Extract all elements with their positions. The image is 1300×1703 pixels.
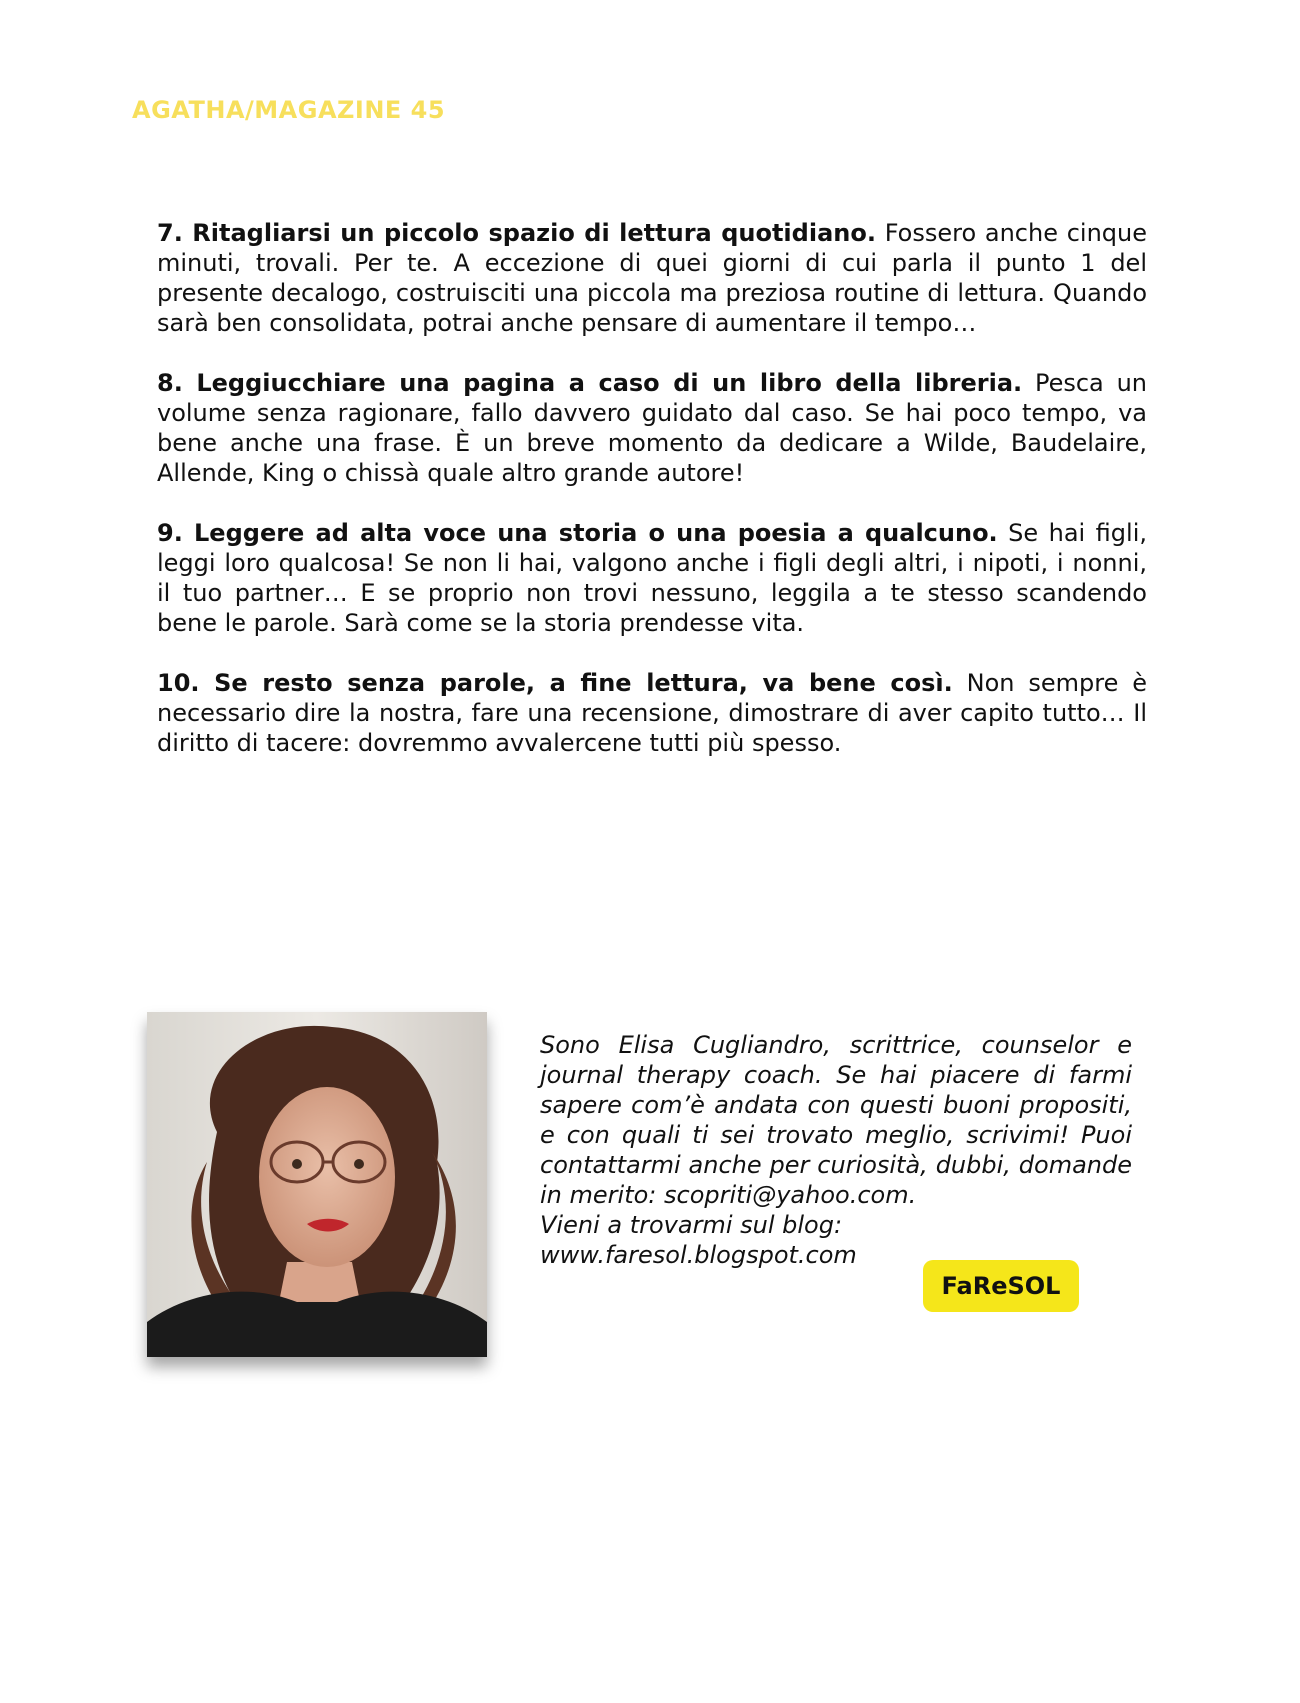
- list-item: [157, 668, 1147, 758]
- item-text: Se hai figli, leggi loro qualcosa! Se non li hai, valgono anche i figli degli altri, i nipoti, i nonni, il tuo partner… E se proprio non trovi nessuno, leggila a te stesso scandendo bene le parole. Sarà come se la storia prendesse vita.: [157, 519, 1147, 637]
- item-heading: 9. Leggere ad alta voce una storia o una poesia a qualcuno.: [157, 519, 998, 547]
- author-bio: [540, 1030, 1132, 1270]
- item-text: Non sempre è necessario dire la nostra, fare una recensione, dimostrare di aver capito tutto… Il diritto di tacere: dovremmo avvalercene tutti più spesso.: [157, 669, 1147, 757]
- list-item: [157, 518, 1147, 638]
- magazine-header: AGATHA/MAGAZINE 45: [132, 96, 446, 124]
- item-text: Pesca un volume senza ragionare, fallo davvero guidato dal caso. Se hai poco tempo, va bene anche una frase. È un breve momento da dedicare a Wilde, Baudelaire, Allende, King o chissà quale altro grande autore!: [157, 369, 1147, 487]
- item-heading: 10. Se resto senza parole, a fine lettura, va bene così.: [157, 669, 953, 697]
- faresol-badge: FaReSOL: [923, 1260, 1079, 1312]
- item-heading: 7. Ritagliarsi un piccolo spazio di lettura quotidiano.: [157, 219, 876, 247]
- list-item: [157, 368, 1147, 488]
- author-photo: [147, 1012, 487, 1357]
- list-item: [157, 218, 1147, 338]
- article-body: [157, 218, 1147, 788]
- blog-link[interactable]: www.faresol.blogspot.com: [540, 1241, 857, 1269]
- item-heading: 8. Leggiucchiare una pagina a caso di un libro della libreria.: [157, 369, 1023, 397]
- bio-text: Sono Elisa Cugliandro, scrittrice, counselor e journal therapy coach. Se hai piacere di farmi sapere com’è andata con questi buoni propositi, e con quali ti sei trovato meglio, scrivimi! Puoi contattarmi anche per curiosità, dubbi, domande in merito: scopriti@yahoo.com.: [540, 1031, 1132, 1209]
- blog-intro: Vieni a trovarmi sul blog:: [540, 1211, 843, 1239]
- item-text: Fossero anche cinque minuti, trovali. Per te. A eccezione di quei giorni di cui parla il punto 1 del presente decalogo, costruisciti una piccola ma preziosa routine di lettura. Quando sarà ben consolidata, potrai anche pensare di aumentare il tempo…: [157, 219, 1147, 337]
